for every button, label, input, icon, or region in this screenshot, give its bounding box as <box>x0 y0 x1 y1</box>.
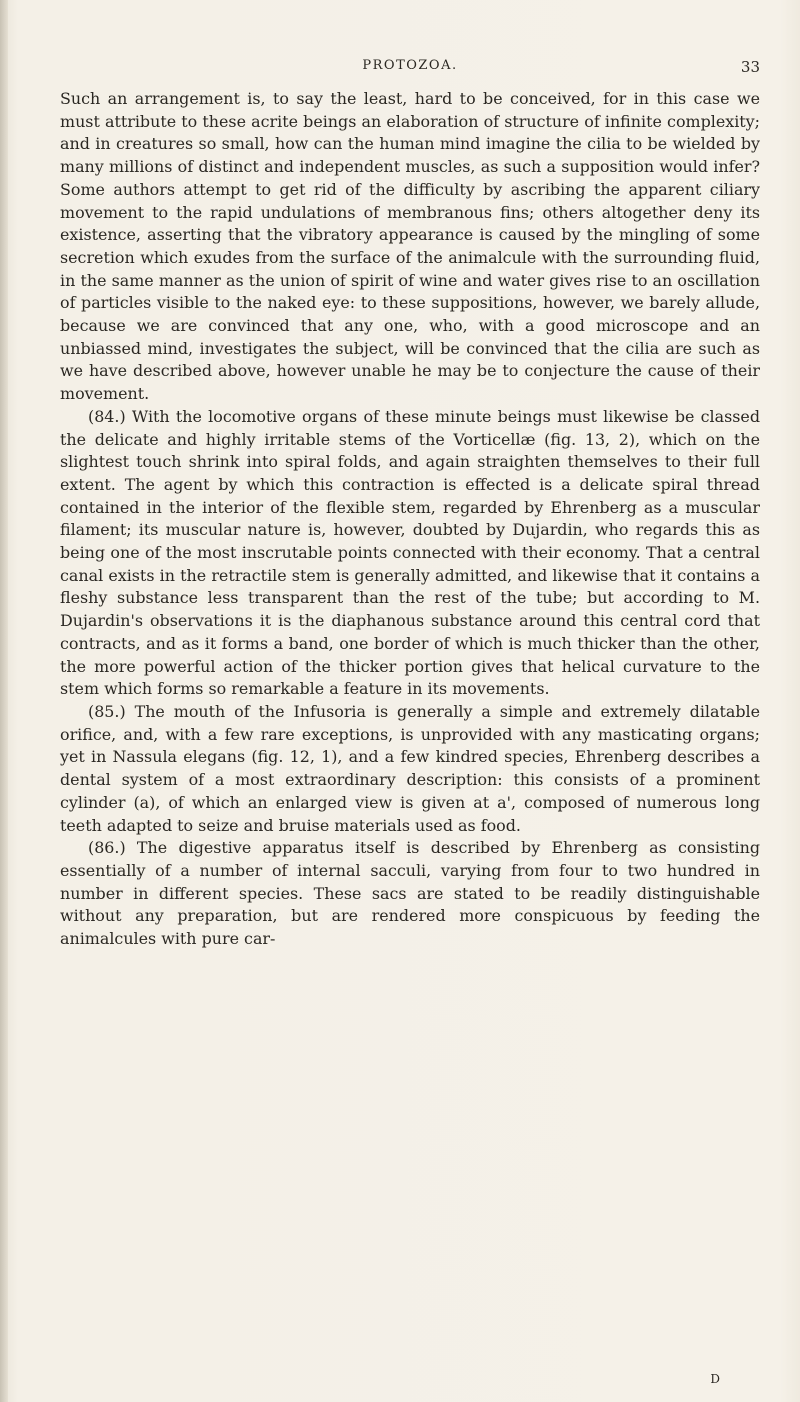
paragraph-86: (86.) The digestive apparatus itself is described by Ehrenberg as consisting essentially of a number of internal sacculi, varying from four to two hundred in number in different species. These sacs are stated to be readily distinguishable without any preparation, but are rendered more conspicuous by feeding the animalcules with pure car- <box>60 838 760 949</box>
page-binding-edge <box>0 0 8 1402</box>
paragraph-85: (85.) The mouth of the Infusoria is generally a simple and extremely dilatable orifice, and, with a few rare exceptions, is unprovided with any masticating organs; yet in Nassula elegans (fig. 12, 1), and a few kindred species, Ehrenberg describes a dental system of a most extraordinary description: this consists of a prominent cylinder (a), of which an enlarged view is given at a', composed of numerous long teeth adapted to seize and bruise materials used as food. <box>60 701 760 835</box>
signature-mark: D <box>710 1372 720 1386</box>
page-number: 33 <box>740 58 760 76</box>
body-text <box>60 88 760 951</box>
paragraph-continued: Such an arrangement is, to say the least, hard to be conceived, for in this case we must attribute to these acrite beings an elaboration of structure of infinite complexity; and in creatures so small, how can the human mind imagine the cilia to be wielded by many millions of distinct and independent muscles, as such a supposition would infer? Some authors attempt to get rid of the difficulty by ascribing the apparent ciliary movement to the rapid undulations of membranous fins; others altogether deny its existence, asserting that the vibratory appearance is caused by the mingling of some secretion which exudes from the surface of the animalcule with the surrounding fluid, in the same manner as the union of spirit of wine and water gives rise to an oscillation of particles visible to the naked eye: to these suppositions, however, we barely allude, because we are convinced that any one, who, with a good microscope and an unbiassed mind, investigates the subject, will be convinced that the cilia are such as we have described above, however unable he may be to conjecture the cause of their movement. <box>60 89 760 404</box>
paragraph-84: (84.) With the locomotive organs of these minute beings must likewise be classed the delicate and highly irritable stems of the Vorticellæ (fig. 13, 2), which on the slightest touch shrink into spiral folds, and again straighten themselves to their full extent. The agent by which this contraction is effected is a delicate spiral thread contained in the interior of the flexible stem, regarded by Ehrenberg as a muscular filament; its muscular nature is, however, doubted by Dujardin, who regards this as being one of the most inscrutable points connected with their economy. That a central canal exists in the retractile stem is generally admitted, and likewise that it contains a fleshy substance less transparent than the rest of the tube; but according to M. Dujardin's observations it is the diaphanous substance around this central cord that contracts, and as it forms a band, one border of which is much thicker than the other, the more powerful action of the thicker portion gives that helical curvature to the stem which forms so remarkable a feature in its movements. <box>60 406 760 699</box>
page-header <box>60 58 760 80</box>
running-head: PROTOZOA. <box>362 58 458 73</box>
